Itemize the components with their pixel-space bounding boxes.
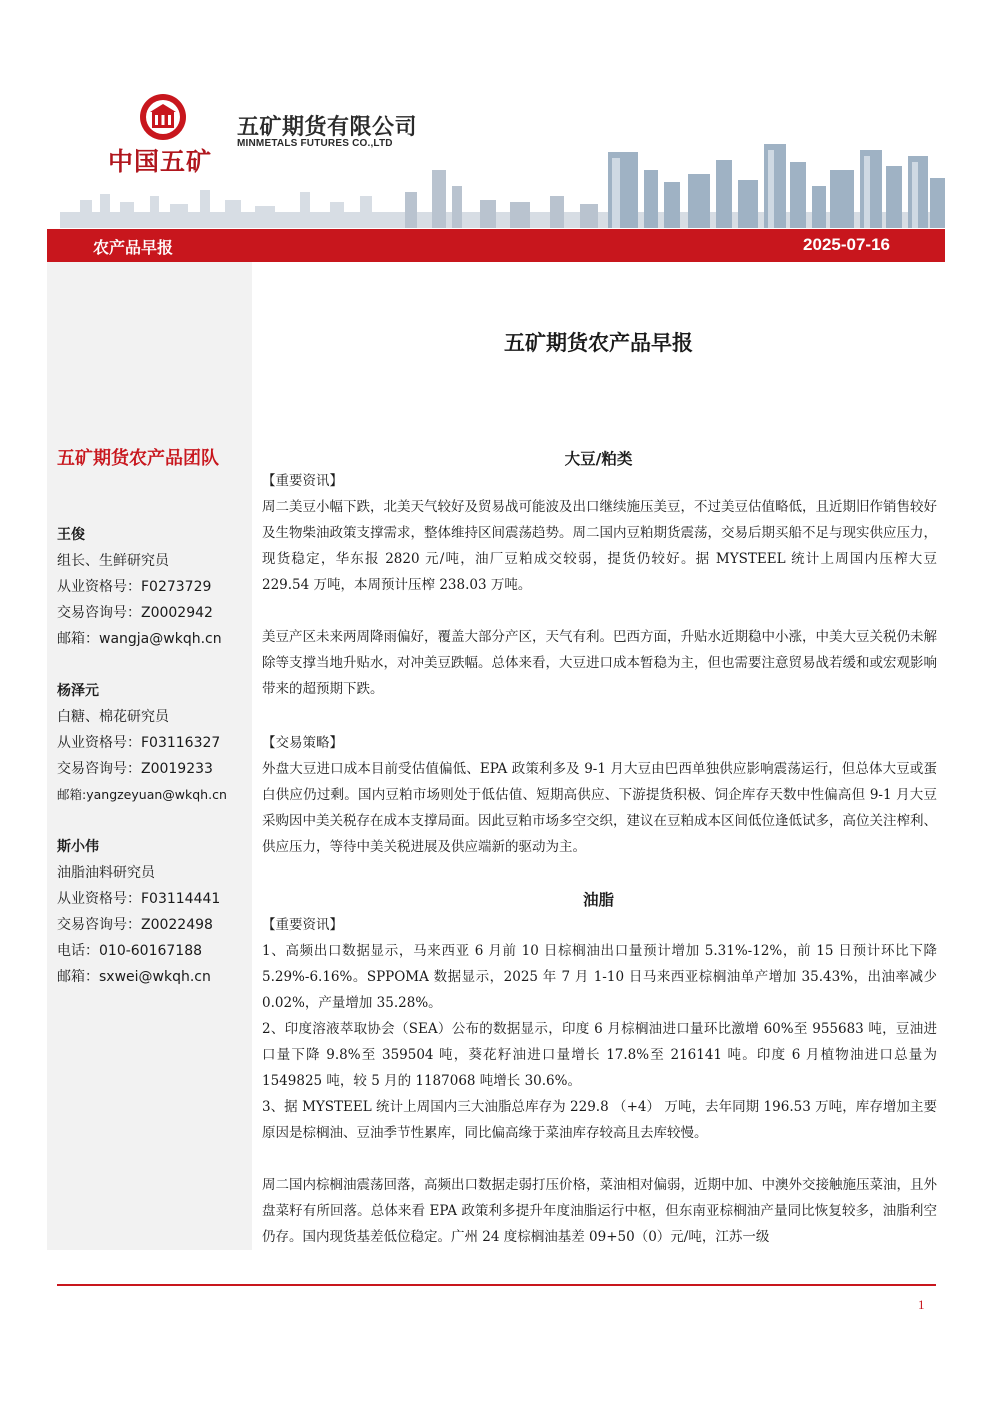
oil-summary-paragraph: 周二国内棕榈油震荡回落，高频出口数据走弱打压价格，菜油相对偏弱，近期中加、中澳外交接触施压菜油，且外盘菜籽有所回落。总体来看 EPA 政策利多提升年度油脂运行中枢，但东南亚棕榈油产量同比恢复较多，油脂利空仍存。国内现货基差低位稳定。广州 24 度棕榈油基差 09+50（0）元/吨，江苏一级 [262,1177,937,1245]
member-cert: 从业资格号：F0273729 [57,579,212,595]
member-name: 杨泽元 [57,683,99,699]
team-member [57,522,249,652]
logo-text: 中国五矿 [108,147,213,176]
section-title-oil: 油脂 [582,891,614,909]
member-email[interactable]: 邮箱:yangzeyuan@wkqh.cn [57,787,227,802]
city-skyline-illustration [60,130,945,228]
document-title: 五矿期货农产品早报 [504,331,693,355]
report-date: 2025-07-16 [803,235,890,254]
member-consult: 交易咨询号：Z0002942 [57,605,213,621]
member-email[interactable]: 邮箱：sxwei@wkqh.cn [57,969,211,985]
team-sidebar [47,262,252,1250]
member-phone: 电话：010-60167188 [57,943,203,959]
member-consult: 交易咨询号：Z0019233 [57,761,213,777]
member-cert: 从业资格号：F03116327 [57,735,221,751]
team-title: 五矿期货农产品团队 [57,448,219,469]
oil-news-item: 3、据 MYSTEEL 统计上周国内三大油脂总库存为 229.8 （+4） 万吨，去年同期 196.53 万吨，库存增加主要原因是棕榈油、豆油季节性累库，同比偏高缘于菜油库存较高且去库较慢。 [262,1099,937,1141]
member-role: 组长、生鲜研究员 [57,553,169,569]
report-type: 农产品早报 [93,238,174,257]
news-tag: 【重要资讯】 [262,917,343,933]
oil-news-item: 2、印度溶液萃取协会（SEA）公布的数据显示，印度 6 月棕榈油进口量环比激增 60%至 955683 吨，豆油进口量下降 9.8%至 359504 吨，葵花籽油进口量增长 17.8%至 216141 吨。印度 6 月植物油进口总量为 1549825 吨，较 5 月的 1187068 吨增长 30.6%。 [262,1021,937,1089]
news-tag: 【重要资讯】 [262,473,343,489]
footer-divider [57,1284,936,1286]
member-name: 王俊 [57,527,85,543]
page-number: 1 [918,1297,925,1312]
member-email[interactable]: 邮箱：wangja@wkqh.cn [57,631,222,647]
member-role: 油脂油料研究员 [57,865,155,881]
strategy-tag: 【交易策略】 [262,735,343,751]
member-role: 白糖、棉花研究员 [57,709,169,725]
oil-news-item: 1、高频出口数据显示，马来西亚 6 月前 10 日棕榈油出口量预计增加 5.31%-12%，前 15 日预计环比下降 5.29%-6.16%。SPPOMA 数据显示，2025 年 7 月 1-10 日马来西亚棕榈油单产增加 35.43%，出油率减少 0.02%，产量增加 35.28%。 [262,943,937,1011]
company-name-cn: 五矿期货有限公司 [237,115,418,140]
report-banner [47,229,945,262]
report-header [0,0,992,230]
soy-news-paragraph: 周二美豆小幅下跌，北美天气较好及贸易战可能波及出口继续施压美豆，不过美豆估值略低，且近期旧作销售较好及生物柴油政策支撑需求，整体维持区间震荡趋势。周二国内豆粕期货震荡，交易后期买船不足与现实供应压力，现货稳定，华东报 2820 元/吨，油厂豆粕成交较弱，提货仍较好。据 MYSTEEL 统计上周国内压榨大豆 229.54 万吨，本周预计压榨 238.03 万吨。 [262,499,937,593]
soy-outlook-paragraph: 美豆产区未来两周降雨偏好，覆盖大部分产区，天气有利。巴西方面，升贴水近期稳中小涨，中美大豆关税仍未解除等支撑当地升贴水，对冲美豆跌幅。总体来看，大豆进口成本暂稳为主，但也需要注意贸易战若缓和或宏观影响带来的超预期下跌。 [262,629,937,697]
team-member [57,834,249,990]
member-cert: 从业资格号：F03114441 [57,891,221,907]
team-member [57,678,249,808]
member-consult: 交易咨询号：Z0022498 [57,917,213,933]
member-name: 斯小伟 [57,839,99,855]
company-name-en: MINMETALS FUTURES CO.,LTD [237,138,393,149]
soy-strategy-paragraph: 外盘大豆进口成本目前受估值偏低、EPA 政策利多及 9-1 月大豆由巴西单独供应影响震荡运行，但总体大豆或蛋白供应仍过剩。国内豆粕市场则处于低估值、短期高供应、下游提货积极、饲企库存天数中性偏高但 9-1 月大豆采购因中美关税存在成本支撑局面。因此豆粕市场多空交织，建议在豆粕成本区间低位逢低试多，高位关注榨利、供应压力，等待中美关税进展及供应端新的驱动为主。 [262,761,937,855]
section-title-soy: 大豆/粕类 [564,450,633,468]
